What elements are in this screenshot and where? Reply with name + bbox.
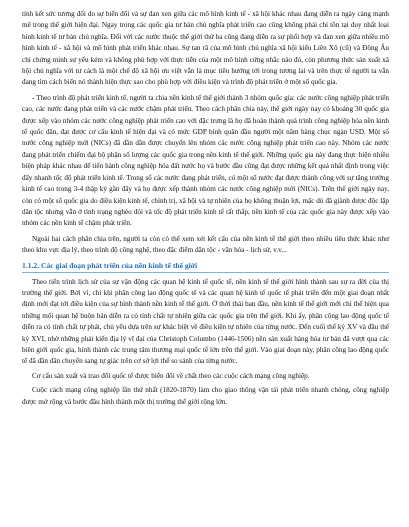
body-paragraph: tính kết sức tương đối do sự biến đổi và sự đan xen giữa các mô hình kinh tế - xã hội khác nhau đang diễn ra ngày càng mạnh mẽ trong thế giới hiện đại. Ngay trong các quốc gia tư bản chủ nghĩa phát triển cao cũng không phải chỉ tồn tại duy nhất loại hình kinh tế tư bản chủ nghĩa. Đối với các nước thuộc thế giới thứ ba cũng đang diễn ra sự phối hợp và đan xen giữa nhiều mô hình kinh tế - xã hội và mô hình phát triển khác nhau. Sự tan rã của mô hình chủ nghĩa xã hội kiểu Liên Xô (cũ) và Đông Âu chỉ chứng minh sự yếu kém và không phù hợp với thực tiễn của một mô hình cứng nhắc nào đó, còn phương thức sản xuất xã hội chủ nghĩa với tư cách là một chế độ xã hội ưu việt vẫn là mục tiêu hướng tới trong tương lai và trên thực tế người ta vẫn đang tìm cách biến nó thành hiện thực sao cho phù hợp với điều kiện và trình độ phát triển ở một số quốc gia. xyxy=(22,10,389,87)
body-paragraph: Cuộc cách mạng công nghiệp lần thứ nhất (1820-1870) làm cho giao thông vận tải phát triển nhanh chóng, công nghiệp được mở rộng và bước đầu hình thành một thị trường thế giới rộng lớn. xyxy=(22,386,389,406)
body-paragraph: Ngoài hai cách phân chia trên, người ta còn có thể xem xét kết cấu của nền kinh tế thế giới theo nhiều tiêu thức khác như theo khu vực địa lý, theo trình độ công nghệ, theo đặc điểm dân tộc - văn hóa - lịch sử, v.v... xyxy=(22,234,389,255)
body-paragraph: - Theo trình độ phát triển kinh tế, người ta chia nền kinh tế thế giới thành 3 nhóm quốc gia: các nước công nghiệp phát triển cao, các nước đang phát triển và các nước chậm phát triển. Theo cách phân chia này, thế giới ngày nay có khoảng 30 quốc gia được xếp vào nhóm các nước công nghiệp phát triển cao với đặc trưng là họ đã hoàn thành quá trình công nghiệp hóa nền kinh tế quốc dân, đạt được cơ cấu kinh tế hiện đại và có mức GDP bình quân đầu người một năm hàng chục ngàn USD. Một số nước công nghiệp mới (NICs) đã dần dần được chuyển lên nhóm các nước công nghiệp phát triển cao này. Nhóm các nước đang phát triển chiếm đại bộ phận số lượng các quốc gia trong nền kinh tế thế giới. Những quốc gia này đang thực hiện nhiều biện pháp khác nhau để tiến hành công nghiệp hóa đất nước họ và bước đầu cũng đạt được những kết quả nhất định trong việc đẩy nhanh tốc độ phát triển kinh tế. Trong số các nước đang phát triển, có một số nước đạt được thành công với sự tăng trưởng kinh tế cao trong 3-4 thập kỷ gần đây và họ được xếp thành nhóm các nước công nghiệp mới (NICs). Trên thế giới ngày nay, còn có một số quốc gia do điều kiện kinh tế, chính trị, xã hội và tự nhiên của họ không thuận lợi, mặc dù đã giành được độc lập dân tộc nhưng vẫn ở tình trạng nghèo đói và tốc độ phát triển kinh tế rất thấp, nền kinh tế của các quốc gia này được xếp vào nhóm các nền kinh tế chậm phát triển. xyxy=(22,93,389,228)
body-paragraph: Cơ cấu sản xuất và trao đổi quốc tế được biến đổi về chất theo các cuộc cách mạng công nghiệp. xyxy=(32,371,310,380)
document-page xyxy=(22,9,389,408)
body-paragraph: Theo tiến trình lịch sử của sự vận động các quan hệ kinh tế quốc tế, nền kinh tế thế giới hình thành sau sự ra đời của thị trường thế giới. Bởi vì, chỉ khi phân công lao động quốc tế và các quan hệ kinh tế quốc tế phát triển đến một giai đoạn nhất định mới đạt tới điều kiện của sự hình thành nền kinh tế thế giới. Ở thời thái ban đầu, nền kinh tế thế giới mới chỉ thể hiện qua những mối quan hệ buôn bán diễn ra có tính chất tự nhiên giữa các quốc gia trên thế giới. Khi ấy, phân công lao động quốc tế diễn ra có tính chất tự phát, chủ yếu dựa trên sự khác biệt về điều kiện tự nhiên của từng nước. Đến cuối thế kỷ XV và đầu thế kỷ XVI, nhờ những phát kiến địa lý vĩ đại của Christoph Columbo (1446-1506) nền sản xuất hàng hóa tư bản đã vượt qua các biên giới quốc gia, hình thành các trung tâm thương mại quốc tế lớn trên thế giới. Vào giai đoạn này, phân công lao động quốc tế đã dần dần chuyển sang tự giác trên cơ sở lợi thế so sánh của từng nước. xyxy=(22,277,389,366)
section-heading: 1.1.2. Các giai đoạn phát triển của nền kinh tế thế giới xyxy=(22,260,389,273)
